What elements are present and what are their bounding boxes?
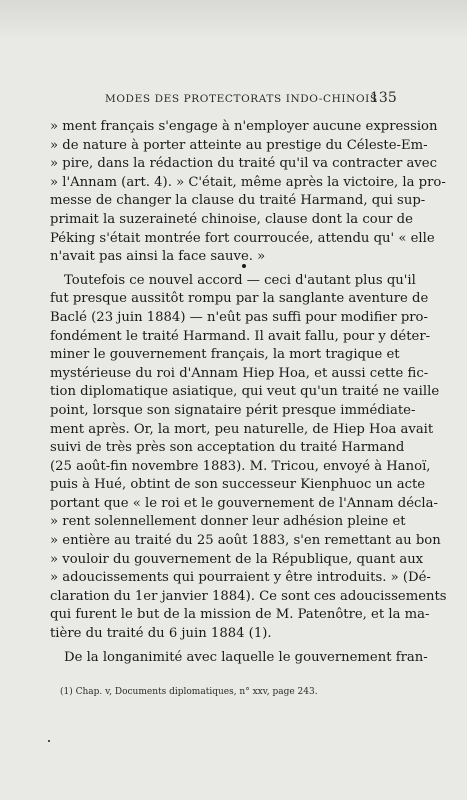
paragraph-3 — [50, 649, 428, 668]
text-line: suivi de très près son acceptation du traité Harmand — [50, 440, 405, 456]
text-line: (25 août-fin novembre 1883). M. Tricou, envoyé à Hanoï, — [50, 458, 431, 474]
text-line: » pire, dans la rédaction du traité qu'il va contracter avec — [50, 156, 437, 172]
text-line: fondément le traité Harmand. Il avait fallu, pour y déter- — [50, 328, 431, 344]
paragraph-2 — [50, 272, 447, 644]
text-line: » adoucissements qui pourraient y être introduits. » (Dé- — [50, 570, 431, 586]
text-line: miner le gouvernement français, la mort tragique et — [50, 347, 400, 363]
text-line: primait la suzeraineté chinoise, clause dont la cour de — [50, 211, 413, 227]
text-line: point, lorsque son signataire périt presque immédiate- — [50, 402, 416, 418]
text-line: qui furent le but de la mission de M. Patenôtre, et la ma- — [50, 607, 430, 623]
ink-speck — [48, 740, 50, 742]
text-line: tion diplomatique asiatique, qui veut qu'un traité ne vaille — [50, 384, 440, 400]
text-line: puis à Hué, obtint de son successeur Kienphuoc un acte — [50, 477, 426, 493]
text-line: Toutefois ce nouvel accord — ceci d'autant plus qu'il — [64, 272, 416, 288]
text-line: De la longanimité avec laquelle le gouvernement fran- — [64, 649, 428, 665]
text-line: Baclé (23 juin 1884) — n'eût pas suffi pour modifier pro- — [50, 309, 428, 325]
running-header: MODES DES PROTECTORATS INDO-CHINOIS — [105, 93, 378, 105]
text-line: tière du traité du 6 juin 1884 (1). — [50, 626, 272, 642]
text-line: claration du 1er janvier 1884). Ce sont ces adoucissements — [50, 588, 447, 604]
text-line: portant que « le roi et le gouvernement de l'Annam décla- — [50, 495, 438, 511]
text-line: » vouloir du gouvernement de la République, quant aux — [50, 551, 424, 567]
page-number: 135 — [370, 90, 397, 106]
footnote: (1) Chap. v, Documents diplomatiques, n° xxv, page 243. — [60, 687, 318, 697]
page-top-shading — [0, 0, 467, 40]
text-line: n'avait pas ainsi la face sauve. » — [50, 249, 266, 265]
text-line: » de nature à porter atteinte au prestige du Céleste-Em- — [50, 137, 428, 153]
text-line: » l'Annam (art. 4). » C'était, même après la victoire, la pro- — [50, 174, 446, 190]
text-line: » rent solennellement donner leur adhésion pleine et — [50, 514, 406, 530]
text-line: messe de changer la clause du traité Harmand, qui sup- — [50, 193, 426, 209]
body-text — [50, 118, 447, 667]
ink-speck — [242, 264, 246, 268]
paragraph-1 — [50, 118, 446, 267]
text-line: mystérieuse du roi d'Annam Hiep Hoa, et aussi cette fic- — [50, 365, 429, 381]
text-line: Péking s'était montrée fort courroucée, attendu qu' « elle — [50, 230, 435, 246]
text-line: » entière au traité du 25 août 1883, s'en remettant au bon — [50, 533, 441, 549]
text-line: ment après. Or, la mort, peu naturelle, de Hiep Hoa avait — [50, 421, 434, 437]
text-line: » ment français s'engage à n'employer aucune expression — [50, 119, 438, 134]
text-line: fut presque aussitôt rompu par la sanglante aventure de — [50, 291, 429, 307]
